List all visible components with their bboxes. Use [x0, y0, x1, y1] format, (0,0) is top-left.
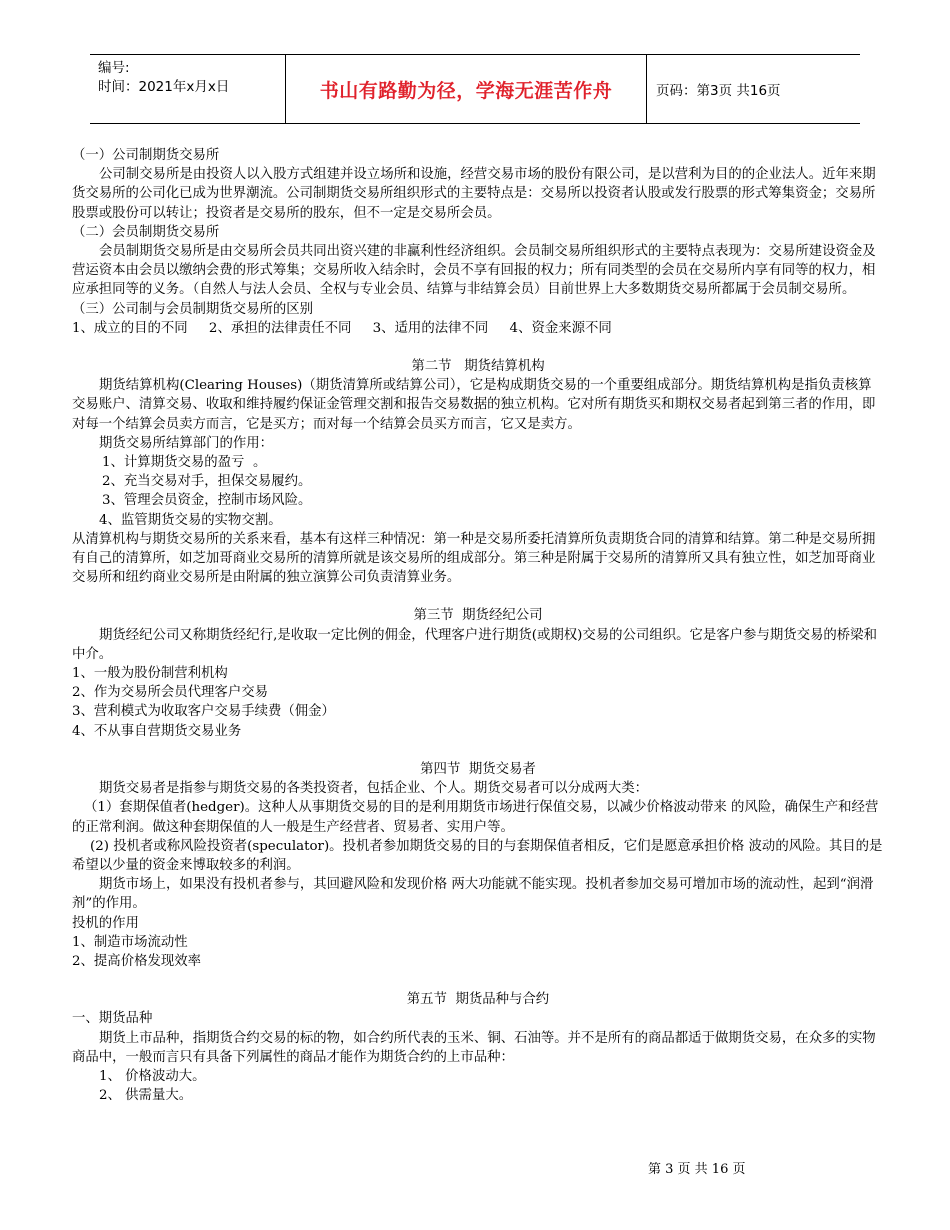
list-item: 1、计算期货交易的盈亏 。 [102, 455, 267, 471]
list-item: 3、管理会员资金，控制市场风险。 [102, 493, 312, 509]
list-item: 2、充当交易对手，担保交易履约。 [102, 474, 312, 490]
section-title: 第五节 期货品种与合约 [406, 992, 550, 1008]
number-label: 编号: [98, 60, 130, 76]
paragraph: 期货上市品种，指期货合约交易的标的物，如合约所代表的玉米、铜、石油等。并不是所有的商品都适于做期货交易，在众多的实物商品中，一般而言只有具备下列属性的商品才能作为期货合约的上市品种： [72, 1030, 876, 1065]
section-heading: （三）公司制与会员制期货交易所的区别 [72, 301, 314, 317]
section-title: 第三节 期货经纪公司 [413, 608, 543, 624]
header-motto: 书山有路勤为径，学海无涯苦作舟 [319, 79, 613, 102]
paragraph: 期货市场上，如果没有投机者参与，其回避风险和发现价格 两大功能就不能实现。投机者参加交易可增加市场的流动性，起到“润滑剂”的作用。 [72, 877, 874, 912]
page-header [90, 54, 860, 124]
paragraph: (2) 投机者或称风险投资者(speculator)。投机者参加期货交易的目的与套期保值者相反，它们是愿意承担价格 波动的风险。其目的是希望以少量的资金来博取较多的利润。 [72, 838, 883, 873]
paragraph: 投机的作用 [72, 915, 139, 931]
header-meta [98, 59, 278, 97]
header-page-info: 页码：第3页 共16页 [656, 83, 781, 99]
paragraph: 期货结算机构(Clearing Houses)（期货清算所或结算公司），它是构成期货交易的一个重要组成部分。期货结算机构是指负责核算交易账户、清算交易、收取和维持履约保证金管理交割和报告交易数据的独立机构。它对所有期货买和期权交易者起到第三者的作用，即对每一个结算会员卖方而言，它是买方；而对每一个结算会员买方而言，它又是卖方。 [72, 378, 876, 432]
section-title: 第四节 期货交易者 [420, 761, 536, 777]
paragraph: 期货交易所结算部门的作用： [99, 435, 274, 451]
paragraph: 期货经纪公司又称期货经纪行,是收取一定比例的佣金，代理客户进行期货(或期权)交易的公司组织。它是客户参与期货交易的桥梁和中介。 [72, 627, 877, 662]
paragraph: 从清算机构与期货交易所的关系来看，基本有这样三种情况：第一种是交易所委托清算所负责期货合同的清算和结算。第二种是交易所拥有自己的清算所，如芝加哥商业交易所的清算所就是该交易所的组成部分。第三种是附属于交易所的清算所又具有独立性，如芝加哥商业交易所和纽约商业交易所是由附属的独立演算公司负责清算业务。 [72, 531, 876, 586]
list-item: 4、不从事自营期货交易业务 [72, 723, 242, 739]
list-item: 2、提高价格发现效率 [72, 953, 202, 969]
subsection-heading: 一、期货品种 [72, 1011, 153, 1027]
list-item: 1、一般为股份制营利机构 [72, 666, 228, 682]
list-item: 1、 价格波动大。 [99, 1068, 206, 1084]
list-line: 1、成立的目的不同 2、承担的法律责任不同 3、适用的法律不同 4、资金来源不同 [72, 320, 612, 336]
paragraph: 公司制交易所是由投资人以入股方式组建并设立场所和设施，经营交易市场的股份有限公司，是以营利为目的的企业法人。近年来期货交易所的公司化已成为世界潮流。公司制期货交易所组织形式的主要特点是：交易所以投资者认股或发行股票的形式筹集资金；交易所股票或股份可以转让；投资者是交易所的股东，但不一定是交易所会员。 [72, 167, 876, 221]
section-heading: （二）会员制期货交易所 [72, 224, 220, 240]
page-footer: 第 3 页 共 16 页 [648, 1162, 746, 1177]
list-item: 4、监管期货交易的实物交割。 [99, 512, 282, 528]
document-body [72, 146, 884, 1105]
paragraph: 期货交易者是指参与期货交易的各类投资者，包括企业、个人。期货交易者可以分成两大类： [99, 781, 649, 797]
paragraph: （1）套期保值者(hedger)。这种人从事期货交易的目的是利用期货市场进行保值交易，以减少价格波动带来 的风险，确保生产和经营的正常利润。做这种套期保值的人一般是生产经营者、贸易者、实用户等。 [72, 800, 879, 835]
list-item: 2、作为交易所会员代理客户交易 [72, 685, 268, 701]
time-label: 时间：2021年x月x日 [98, 79, 230, 95]
paragraph: 会员制期货交易所是由交易所会员共同出资兴建的非赢利性经济组织。会员制交易所组织形式的主要特点表现为：交易所建设资金及营运资本由会员以缴纳会费的形式筹集；交易所收入结余时，会员不享有回报的权力；所有同类型的会员在交易所内享有同等的权力，相应承担同等的义务。（自然人与法人会员、全权与专业会员、结算与非结算会员）目前世界上大多数期货交易所都属于会员制交易所。 [72, 244, 876, 298]
header-divider [646, 55, 647, 123]
list-item: 3、营利模式为收取客户交易手续费（佣金） [72, 704, 335, 720]
list-item: 1、制造市场流动性 [72, 934, 188, 950]
section-heading: （一）公司制期货交易所 [72, 148, 220, 163]
section-title: 第二节 期货结算机构 [411, 359, 545, 375]
list-item: 2、 供需量大。 [99, 1088, 193, 1104]
